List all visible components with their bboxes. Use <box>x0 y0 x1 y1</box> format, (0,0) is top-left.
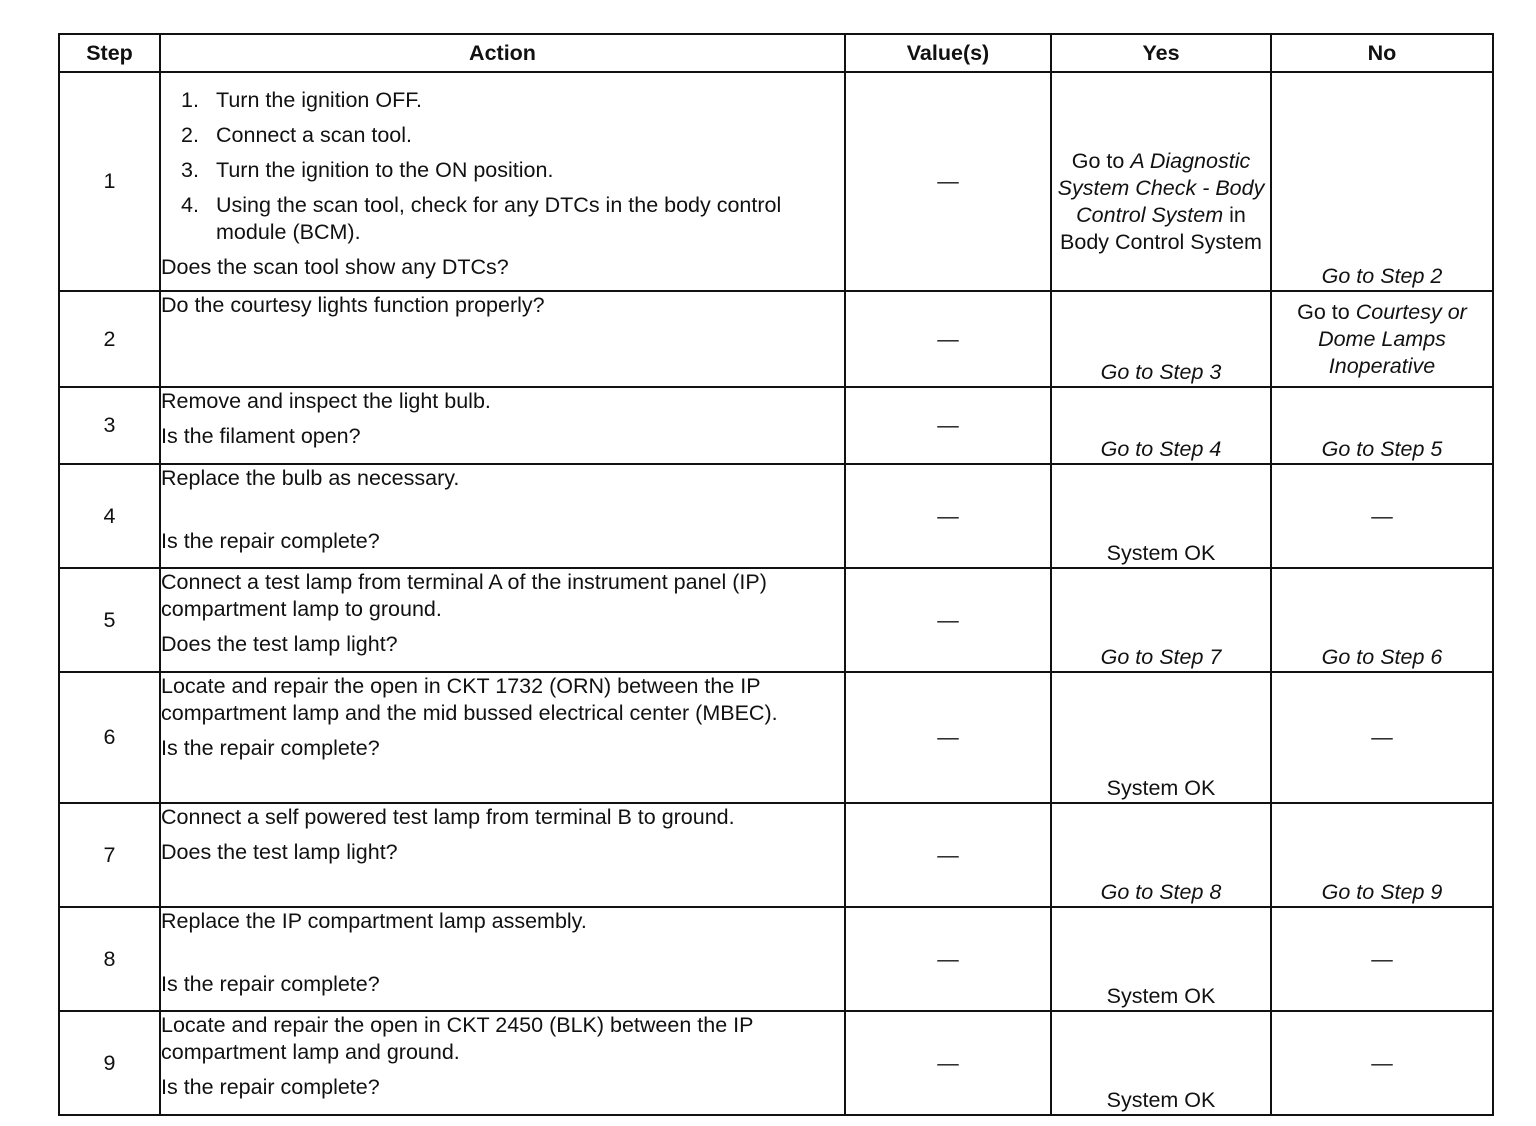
value-cell: — <box>845 568 1051 672</box>
no-cell: — <box>1271 907 1493 1011</box>
header-action: Action <box>160 34 845 72</box>
no-cell <box>1271 291 1493 387</box>
list-text: Using the scan tool, check for any DTCs in the body control module (BCM). <box>216 193 782 244</box>
header-values: Value(s) <box>845 34 1051 72</box>
action-text: Replace the bulb as necessary. <box>161 466 460 490</box>
reference-suffix: in Body Control System <box>1060 202 1262 254</box>
header-step: Step <box>59 34 160 72</box>
list-number: 2. <box>181 123 199 147</box>
table-row <box>59 72 1493 291</box>
no-cell: Go to Step 6 <box>1271 568 1493 672</box>
action-cell <box>160 1011 845 1115</box>
list-item <box>161 87 844 114</box>
yes-cell: System OK <box>1051 1011 1271 1115</box>
value-cell: — <box>845 72 1051 291</box>
yes-cell: Go to Step 4 <box>1051 387 1271 464</box>
list-number: 3. <box>181 158 199 182</box>
list-number: 4. <box>181 193 199 217</box>
diagnostic-table <box>58 33 1494 1116</box>
table-row <box>59 464 1493 568</box>
action-cell <box>160 464 845 568</box>
action-text: Locate and repair the open in CKT 2450 (BLK) between the IP compartment lamp and ground. <box>161 1013 754 1064</box>
reference-link: A Diagnostic System Check - Body Control System <box>1057 148 1265 227</box>
action-text: Do the courtesy lights function properly? <box>161 293 545 317</box>
no-cell: — <box>1271 672 1493 803</box>
action-cell <box>160 907 845 1011</box>
no-cell: Go to Step 5 <box>1271 387 1493 464</box>
action-text: Locate and repair the open in CKT 1732 (ORN) between the IP compartment lamp and the mid bussed electrical center (MBEC). <box>161 674 778 725</box>
table-row <box>59 907 1493 1011</box>
table-row <box>59 803 1493 907</box>
header-row <box>59 34 1493 72</box>
no-cell: — <box>1271 464 1493 568</box>
value-cell: — <box>845 387 1051 464</box>
step-number: 1 <box>59 72 160 291</box>
step-number: 6 <box>59 672 160 803</box>
yes-cell: Go to Step 7 <box>1051 568 1271 672</box>
yes-cell: System OK <box>1051 672 1271 803</box>
no-cell: Go to Step 2 <box>1271 72 1493 291</box>
yes-cell <box>1051 72 1271 291</box>
action-cell <box>160 72 845 291</box>
action-cell <box>160 291 845 387</box>
step-number: 3 <box>59 387 160 464</box>
action-text: Connect a self powered test lamp from terminal B to ground. <box>161 805 735 829</box>
value-cell: — <box>845 1011 1051 1115</box>
action-cell <box>160 672 845 803</box>
action-question: Is the repair complete? <box>161 736 380 760</box>
table-row <box>59 568 1493 672</box>
table-row <box>59 672 1493 803</box>
table-row <box>59 1011 1493 1115</box>
step-number: 8 <box>59 907 160 1011</box>
list-text: Turn the ignition to the ON position. <box>216 158 554 182</box>
list-number: 1. <box>181 88 199 112</box>
action-question: Does the scan tool show any DTCs? <box>161 255 509 279</box>
action-question: Does the test lamp light? <box>161 840 398 864</box>
yes-cell: Go to Step 3 <box>1051 291 1271 387</box>
action-cell <box>160 803 845 907</box>
action-cell <box>160 387 845 464</box>
no-cell: — <box>1271 1011 1493 1115</box>
header-no: No <box>1271 34 1493 72</box>
go-to-text: Go to <box>1071 148 1125 173</box>
yes-cell: System OK <box>1051 907 1271 1011</box>
list-item <box>161 192 844 246</box>
action-question: Is the repair complete? <box>161 972 380 996</box>
value-cell: — <box>845 803 1051 907</box>
action-question: Is the repair complete? <box>161 1075 380 1099</box>
step-number: 4 <box>59 464 160 568</box>
list-item <box>161 122 844 149</box>
go-to-text: Go to <box>1297 299 1350 324</box>
no-cell: Go to Step 9 <box>1271 803 1493 907</box>
table-row <box>59 387 1493 464</box>
reference-link: Courtesy or Dome Lamps Inoperative <box>1318 299 1467 378</box>
step-number: 2 <box>59 291 160 387</box>
action-question: Is the filament open? <box>161 424 361 448</box>
list-item <box>161 157 844 184</box>
action-cell <box>160 568 845 672</box>
action-text: Replace the IP compartment lamp assembly. <box>161 909 587 933</box>
action-steps-list <box>161 87 844 246</box>
list-text: Turn the ignition OFF. <box>216 88 422 112</box>
table-row <box>59 291 1493 387</box>
value-cell: — <box>845 907 1051 1011</box>
step-number: 9 <box>59 1011 160 1115</box>
header-yes: Yes <box>1051 34 1271 72</box>
list-text: Connect a scan tool. <box>216 123 413 147</box>
action-question: Does the test lamp light? <box>161 632 398 656</box>
yes-cell: System OK <box>1051 464 1271 568</box>
action-text: Connect a test lamp from terminal A of the instrument panel (IP) compartment lamp to ground. <box>161 570 767 621</box>
value-cell: — <box>845 464 1051 568</box>
step-number: 7 <box>59 803 160 907</box>
action-text: Remove and inspect the light bulb. <box>161 389 491 413</box>
step-number: 5 <box>59 568 160 672</box>
action-question: Is the repair complete? <box>161 529 380 553</box>
yes-cell: Go to Step 8 <box>1051 803 1271 907</box>
value-cell: — <box>845 672 1051 803</box>
value-cell: — <box>845 291 1051 387</box>
